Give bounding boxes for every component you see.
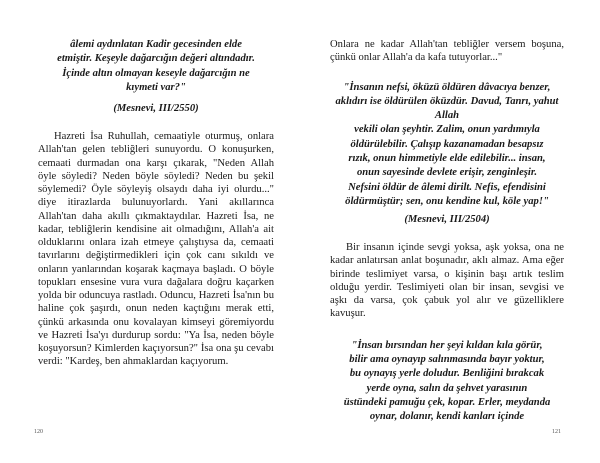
quote-line: bu oynayış yerle doludur. Benliğini bırakcak bbox=[349, 368, 545, 380]
body-paragraph: Bir insanın içinde sevgi yoksa, aşk yoksa, ona ne kadar anlatırsan anlat boşunadır, aklı almaz. Ama eğer birinde teslimiyet varsa, o kişinin başı artık teslim olduğu yerdir. Teslimiyeti olan bir insan, sevgisi ve aşkı da varsa, çok çabuk yol alır ve güzelliklere kavuşur. bbox=[330, 242, 564, 320]
verse-quote bbox=[38, 38, 274, 95]
quote-line: âlemi aydınlatan Kadir gecesinden elde bbox=[70, 39, 242, 50]
quote-line: öldürülebilir. Çalışıp kazanamadan besapsız bbox=[350, 138, 544, 150]
quote-line: kıymeti var?" bbox=[126, 81, 186, 93]
quote-source: (Mesnevi, III/2550) bbox=[113, 103, 199, 115]
quote-source: (Mesnevi, III/2504) bbox=[404, 214, 490, 226]
quote-line: aklıdırı ise öldürülen öküzdür. Davud, Tanrı, yahut Allah bbox=[335, 95, 559, 122]
quote-line: bilir ama oynayıp salınmasında bayır yoktur, bbox=[349, 353, 545, 365]
quote-line: "İnsanın nefsi, öküzü öldüren dâvacıya benzer, bbox=[343, 81, 551, 93]
quote-line: etmiştir. Keşeyle dağarcığın değeri altındadır. bbox=[57, 53, 255, 65]
right-page bbox=[300, 0, 600, 463]
page-number-right: 121 bbox=[552, 429, 561, 435]
verse-quote bbox=[330, 81, 564, 210]
page-number-left: 120 bbox=[34, 429, 43, 435]
quote-line: Nefsini öldür de âlemi dirilt. Nefis, efendisini bbox=[348, 181, 546, 193]
body-paragraph: Hazreti İsa Ruhullah, cemaatiyle oturmuş, onlara Allah'tan gelen tebliğleri sunuyordu. O konuşurken, cemaati durmadan ona karşı çıkarak, "Neden Allah öyle söyledi? Neden böyle söyledi? Neden bu şekil söylemedi? Öyle söyleyiş olsaydı daha iyi olurdu..." diye itirazlarda bulunuyorlardı. Yani akıllarınca Allah'tan daha akıllı çıkmaktaydılar. Hazreti İsa, ne kadar, tebliğlerin kendisine ait olmadığını, Allah'a ait olduklarını onlara izah etmeye çalıştıysa da, cemaati tavırlarını değiştirmedikleri için çok canı sıkıldı ve onların yanlarından koşarak kaçmaya başladı. O böyle topukları ensesine vura vura dağalara doğru kaçarken yolda bir oduncuya rastladı. Oduncu, Hazreti İsa'nın bu haline çok şaşırdı, onun neden kaçtığını merak etti, çünkü arkasında onu kovalayan kimseyi göremiyordu ve Hazreti İsa'yı durdurup sordu: "Ya İsa, neden böyle koşuyorsun? Kimlerden kaçıyorsun?" İsa ona şu cevabı verdi: "Kardeş, ben ahmaklardan kaçıyorum. bbox=[38, 131, 274, 368]
quote-line: oynar, dolanır, kendi kanları içinde bbox=[369, 411, 525, 423]
quote-line: onun sayesinde devlete erişir, zenginleşir. bbox=[356, 167, 538, 179]
quote-line: üstündeki pamuğu çek, kopar. Erler, meydanda bbox=[343, 396, 551, 408]
quote-line: İçinde altın olmayan keseyle dağarcığın ne bbox=[62, 67, 250, 79]
quote-line: yerde oyna, salın da şehvet yarasının bbox=[366, 382, 528, 394]
body-paragraph-top: Onlara ne kadar Allah'tan tebliğler versem boşuna, çünkü onlar Allah'a da kafa tutuyorlar..." bbox=[330, 39, 564, 64]
verse-quote bbox=[330, 339, 564, 425]
quote-line: "İnsan bırsından her şeyi kıldan kıla görür, bbox=[351, 339, 543, 351]
quote-line: vekili olan şeyhtir. Zalim, onun yardımıyla bbox=[354, 124, 540, 136]
quote-line: rızık, onun himmetiyle elde edilebilir... insan, bbox=[348, 152, 546, 164]
quote-line: öldürmüştür; sen, onu kendine kul, köle yap!" bbox=[345, 195, 549, 207]
